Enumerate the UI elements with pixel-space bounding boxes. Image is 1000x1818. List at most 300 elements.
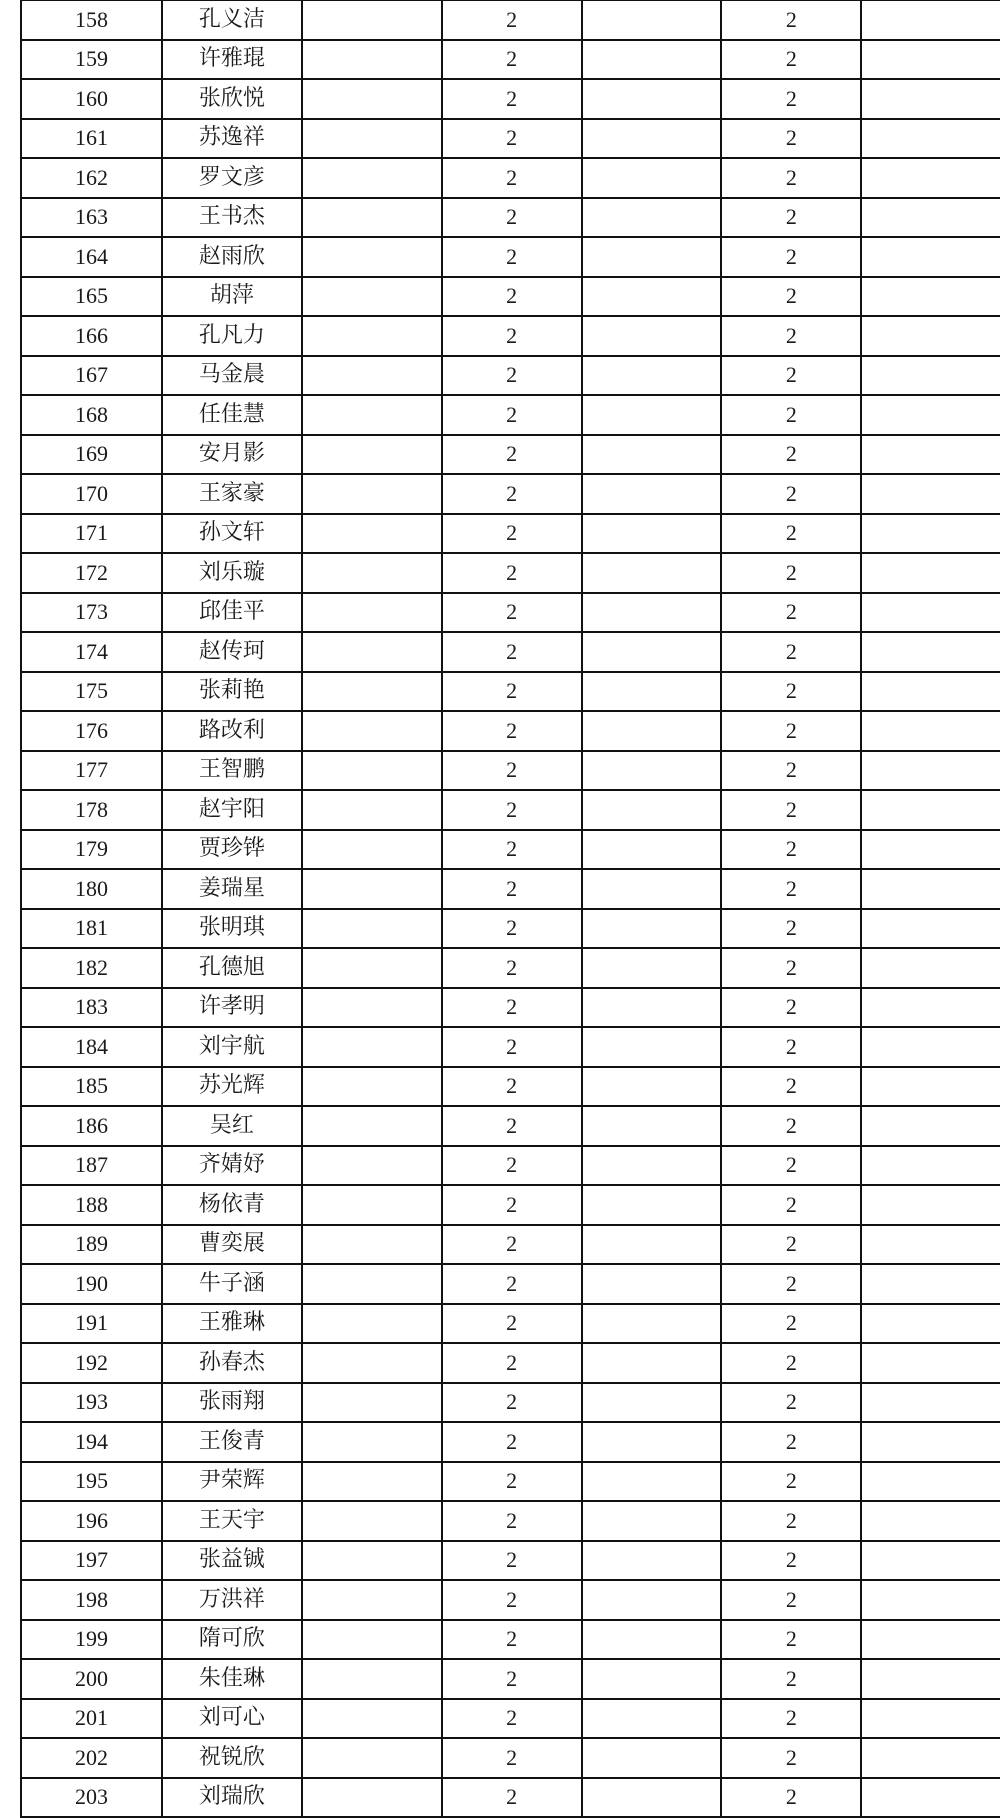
cell-score-b: 2: [721, 711, 861, 751]
table-row: [21, 1620, 1000, 1660]
cell-name: 王智鹏: [162, 751, 302, 791]
cell-empty: [582, 474, 722, 514]
cell-score-a: 2: [442, 632, 582, 672]
cell-empty: [582, 1620, 722, 1660]
cell-number: 165: [21, 277, 162, 317]
cell-score-a: 2: [442, 316, 582, 356]
cell-empty: [861, 948, 1000, 988]
cell-score-b: 2: [721, 632, 861, 672]
cell-empty: [582, 1501, 722, 1541]
cell-number: 181: [21, 909, 162, 949]
table-row: [21, 1699, 1000, 1739]
cell-empty: [582, 1699, 722, 1739]
cell-empty: [861, 672, 1000, 712]
cell-empty: [582, 1778, 722, 1818]
cell-score-a: 2: [442, 40, 582, 80]
cell-score-a: 2: [442, 514, 582, 554]
cell-number: 194: [21, 1422, 162, 1462]
cell-score-b: 2: [721, 1659, 861, 1699]
cell-empty: [302, 198, 442, 238]
cell-empty: [302, 948, 442, 988]
cell-empty: [582, 790, 722, 830]
table-row: [21, 356, 1000, 396]
cell-empty: [861, 553, 1000, 593]
cell-name: 安月影: [162, 435, 302, 475]
cell-score-a: 2: [442, 1383, 582, 1423]
cell-score-a: 2: [442, 1304, 582, 1344]
cell-score-a: 2: [442, 119, 582, 159]
cell-score-b: 2: [721, 1778, 861, 1818]
cell-empty: [582, 909, 722, 949]
cell-score-b: 2: [721, 1, 861, 40]
cell-score-a: 2: [442, 1659, 582, 1699]
cell-name: 赵传珂: [162, 632, 302, 672]
cell-score-b: 2: [721, 1027, 861, 1067]
cell-empty: [302, 40, 442, 80]
cell-empty: [861, 632, 1000, 672]
cell-score-b: 2: [721, 1383, 861, 1423]
cell-empty: [582, 632, 722, 672]
table-row: [21, 514, 1000, 554]
cell-empty: [582, 40, 722, 80]
cell-empty: [302, 237, 442, 277]
cell-score-b: 2: [721, 119, 861, 159]
cell-name: 朱佳琳: [162, 1659, 302, 1699]
cell-name: 王天宇: [162, 1501, 302, 1541]
cell-score-a: 2: [442, 869, 582, 909]
cell-number: 195: [21, 1462, 162, 1502]
cell-empty: [302, 514, 442, 554]
cell-empty: [582, 1462, 722, 1502]
table-row: [21, 1304, 1000, 1344]
cell-score-a: 2: [442, 1501, 582, 1541]
cell-score-b: 2: [721, 948, 861, 988]
table-row: [21, 1225, 1000, 1265]
cell-name: 罗文彦: [162, 158, 302, 198]
cell-empty: [582, 158, 722, 198]
cell-empty: [582, 988, 722, 1028]
cell-name: 贾珍铧: [162, 830, 302, 870]
cell-empty: [582, 237, 722, 277]
cell-score-b: 2: [721, 751, 861, 791]
table-body: [21, 1, 1000, 1818]
cell-empty: [582, 1, 722, 40]
cell-empty: [582, 277, 722, 317]
cell-empty: [861, 237, 1000, 277]
cell-empty: [302, 1659, 442, 1699]
table-row: [21, 988, 1000, 1028]
table-row: [21, 277, 1000, 317]
cell-name: 张欣悦: [162, 79, 302, 119]
cell-empty: [861, 1659, 1000, 1699]
cell-number: 163: [21, 198, 162, 238]
cell-empty: [302, 632, 442, 672]
cell-name: 王雅琳: [162, 1304, 302, 1344]
cell-empty: [302, 1225, 442, 1265]
cell-empty: [582, 1146, 722, 1186]
cell-empty: [582, 1185, 722, 1225]
cell-empty: [302, 1501, 442, 1541]
cell-empty: [861, 1501, 1000, 1541]
cell-empty: [582, 869, 722, 909]
cell-score-a: 2: [442, 198, 582, 238]
cell-empty: [861, 1146, 1000, 1186]
cell-name: 苏逸祥: [162, 119, 302, 159]
cell-empty: [861, 1067, 1000, 1107]
table-row: [21, 1106, 1000, 1146]
cell-empty: [302, 356, 442, 396]
cell-score-b: 2: [721, 1462, 861, 1502]
cell-number: 187: [21, 1146, 162, 1186]
cell-empty: [302, 1462, 442, 1502]
cell-empty: [861, 1462, 1000, 1502]
cell-empty: [861, 593, 1000, 633]
score-table: [20, 0, 1000, 1818]
cell-name: 路改利: [162, 711, 302, 751]
cell-score-b: 2: [721, 1264, 861, 1304]
cell-name: 隋可欣: [162, 1620, 302, 1660]
cell-empty: [582, 1580, 722, 1620]
cell-empty: [582, 1304, 722, 1344]
cell-score-a: 2: [442, 1185, 582, 1225]
cell-empty: [861, 1, 1000, 40]
cell-empty: [861, 988, 1000, 1028]
table-row: [21, 1541, 1000, 1581]
cell-score-a: 2: [442, 593, 582, 633]
cell-name: 杨依青: [162, 1185, 302, 1225]
cell-empty: [302, 1343, 442, 1383]
cell-empty: [861, 356, 1000, 396]
cell-empty: [582, 395, 722, 435]
cell-name: 刘瑞欣: [162, 1778, 302, 1818]
cell-number: 183: [21, 988, 162, 1028]
cell-score-b: 2: [721, 1501, 861, 1541]
table-row: [21, 1422, 1000, 1462]
cell-name: 尹荣辉: [162, 1462, 302, 1502]
cell-name: 祝锐欣: [162, 1738, 302, 1778]
cell-empty: [861, 474, 1000, 514]
table-row: [21, 1738, 1000, 1778]
cell-empty: [302, 988, 442, 1028]
cell-number: 190: [21, 1264, 162, 1304]
cell-empty: [582, 1343, 722, 1383]
cell-empty: [861, 79, 1000, 119]
table-row: [21, 40, 1000, 80]
cell-name: 马金晨: [162, 356, 302, 396]
cell-empty: [582, 1738, 722, 1778]
cell-empty: [582, 316, 722, 356]
cell-name: 孙文轩: [162, 514, 302, 554]
cell-empty: [861, 1738, 1000, 1778]
cell-name: 胡萍: [162, 277, 302, 317]
cell-number: 175: [21, 672, 162, 712]
table-row: [21, 1067, 1000, 1107]
cell-score-a: 2: [442, 158, 582, 198]
cell-number: 169: [21, 435, 162, 475]
table-row: [21, 1659, 1000, 1699]
cell-empty: [582, 1264, 722, 1304]
cell-name: 孔德旭: [162, 948, 302, 988]
cell-empty: [861, 1027, 1000, 1067]
cell-empty: [582, 1383, 722, 1423]
cell-number: 202: [21, 1738, 162, 1778]
cell-score-b: 2: [721, 909, 861, 949]
cell-score-b: 2: [721, 316, 861, 356]
cell-empty: [302, 1264, 442, 1304]
cell-score-b: 2: [721, 40, 861, 80]
cell-score-b: 2: [721, 1185, 861, 1225]
cell-empty: [861, 277, 1000, 317]
cell-score-a: 2: [442, 356, 582, 396]
cell-empty: [861, 790, 1000, 830]
cell-number: 203: [21, 1778, 162, 1818]
cell-score-a: 2: [442, 790, 582, 830]
cell-score-a: 2: [442, 751, 582, 791]
cell-score-a: 2: [442, 1264, 582, 1304]
cell-empty: [861, 751, 1000, 791]
table-row: [21, 158, 1000, 198]
table-row: [21, 1501, 1000, 1541]
cell-empty: [861, 514, 1000, 554]
cell-score-b: 2: [721, 672, 861, 712]
cell-score-b: 2: [721, 158, 861, 198]
table-row: [21, 751, 1000, 791]
cell-empty: [582, 514, 722, 554]
cell-empty: [861, 119, 1000, 159]
cell-empty: [302, 909, 442, 949]
table-row: [21, 632, 1000, 672]
cell-score-b: 2: [721, 830, 861, 870]
cell-name: 刘可心: [162, 1699, 302, 1739]
table-row: [21, 237, 1000, 277]
cell-empty: [582, 1067, 722, 1107]
cell-score-b: 2: [721, 435, 861, 475]
table-row: [21, 711, 1000, 751]
table-row: [21, 790, 1000, 830]
cell-empty: [861, 316, 1000, 356]
cell-empty: [861, 1264, 1000, 1304]
cell-empty: [861, 1343, 1000, 1383]
cell-score-a: 2: [442, 672, 582, 712]
cell-score-a: 2: [442, 474, 582, 514]
cell-empty: [302, 1106, 442, 1146]
cell-empty: [302, 395, 442, 435]
cell-empty: [861, 1422, 1000, 1462]
cell-number: 164: [21, 237, 162, 277]
table-row: [21, 1343, 1000, 1383]
cell-name: 赵雨欣: [162, 237, 302, 277]
table-row: [21, 869, 1000, 909]
cell-empty: [582, 1106, 722, 1146]
cell-number: 184: [21, 1027, 162, 1067]
table-row: [21, 1778, 1000, 1818]
cell-score-b: 2: [721, 1343, 861, 1383]
cell-score-a: 2: [442, 1146, 582, 1186]
cell-empty: [861, 1304, 1000, 1344]
cell-name: 孔凡力: [162, 316, 302, 356]
cell-empty: [302, 1580, 442, 1620]
cell-number: 197: [21, 1541, 162, 1581]
cell-empty: [861, 909, 1000, 949]
cell-empty: [861, 1225, 1000, 1265]
cell-score-b: 2: [721, 1620, 861, 1660]
cell-empty: [302, 1185, 442, 1225]
cell-score-a: 2: [442, 277, 582, 317]
cell-empty: [582, 1225, 722, 1265]
cell-number: 188: [21, 1185, 162, 1225]
cell-score-a: 2: [442, 1620, 582, 1660]
table-row: [21, 672, 1000, 712]
cell-score-b: 2: [721, 237, 861, 277]
cell-empty: [302, 593, 442, 633]
cell-number: 174: [21, 632, 162, 672]
cell-empty: [302, 790, 442, 830]
cell-empty: [582, 1027, 722, 1067]
cell-number: 193: [21, 1383, 162, 1423]
cell-empty: [861, 830, 1000, 870]
cell-score-a: 2: [442, 1580, 582, 1620]
cell-score-a: 2: [442, 1106, 582, 1146]
cell-number: 158: [21, 1, 162, 40]
cell-number: 199: [21, 1620, 162, 1660]
cell-number: 180: [21, 869, 162, 909]
table-row: [21, 1462, 1000, 1502]
cell-number: 170: [21, 474, 162, 514]
cell-score-b: 2: [721, 1738, 861, 1778]
cell-empty: [302, 869, 442, 909]
cell-score-a: 2: [442, 1067, 582, 1107]
cell-score-b: 2: [721, 988, 861, 1028]
cell-name: 张明琪: [162, 909, 302, 949]
table-row: [21, 1383, 1000, 1423]
cell-score-a: 2: [442, 1, 582, 40]
cell-number: 192: [21, 1343, 162, 1383]
table-row: [21, 909, 1000, 949]
cell-name: 齐婧妤: [162, 1146, 302, 1186]
cell-score-b: 2: [721, 514, 861, 554]
cell-score-a: 2: [442, 1225, 582, 1265]
cell-number: 182: [21, 948, 162, 988]
cell-score-a: 2: [442, 988, 582, 1028]
cell-score-b: 2: [721, 79, 861, 119]
cell-empty: [582, 948, 722, 988]
cell-empty: [302, 1738, 442, 1778]
table-row: [21, 1580, 1000, 1620]
cell-number: 167: [21, 356, 162, 396]
cell-name: 吴红: [162, 1106, 302, 1146]
cell-number: 172: [21, 553, 162, 593]
cell-number: 160: [21, 79, 162, 119]
cell-empty: [582, 593, 722, 633]
cell-empty: [302, 1699, 442, 1739]
cell-name: 万洪祥: [162, 1580, 302, 1620]
cell-empty: [302, 474, 442, 514]
cell-empty: [302, 1067, 442, 1107]
cell-empty: [302, 1422, 442, 1462]
cell-empty: [302, 1620, 442, 1660]
cell-name: 王书杰: [162, 198, 302, 238]
table-row: [21, 198, 1000, 238]
cell-score-b: 2: [721, 869, 861, 909]
cell-number: 161: [21, 119, 162, 159]
cell-name: 牛子涵: [162, 1264, 302, 1304]
cell-empty: [302, 1146, 442, 1186]
cell-name: 刘乐璇: [162, 553, 302, 593]
cell-empty: [582, 1659, 722, 1699]
cell-name: 孔义洁: [162, 1, 302, 40]
cell-empty: [582, 1541, 722, 1581]
cell-score-a: 2: [442, 395, 582, 435]
cell-number: 173: [21, 593, 162, 633]
cell-score-b: 2: [721, 1225, 861, 1265]
cell-empty: [302, 435, 442, 475]
cell-number: 186: [21, 1106, 162, 1146]
cell-number: 177: [21, 751, 162, 791]
cell-name: 许孝明: [162, 988, 302, 1028]
cell-number: 162: [21, 158, 162, 198]
table-row: [21, 474, 1000, 514]
cell-score-a: 2: [442, 1699, 582, 1739]
cell-empty: [302, 158, 442, 198]
table-row: [21, 948, 1000, 988]
cell-score-b: 2: [721, 1541, 861, 1581]
cell-score-a: 2: [442, 1027, 582, 1067]
cell-name: 张雨翔: [162, 1383, 302, 1423]
cell-empty: [302, 553, 442, 593]
cell-score-b: 2: [721, 1699, 861, 1739]
cell-empty: [861, 435, 1000, 475]
cell-name: 邱佳平: [162, 593, 302, 633]
cell-empty: [861, 1620, 1000, 1660]
cell-empty: [302, 711, 442, 751]
cell-score-a: 2: [442, 711, 582, 751]
cell-score-b: 2: [721, 1067, 861, 1107]
cell-empty: [582, 672, 722, 712]
cell-score-a: 2: [442, 553, 582, 593]
cell-name: 孙春杰: [162, 1343, 302, 1383]
cell-score-b: 2: [721, 1146, 861, 1186]
cell-number: 185: [21, 1067, 162, 1107]
cell-score-a: 2: [442, 1422, 582, 1462]
cell-score-a: 2: [442, 1778, 582, 1818]
table-row: [21, 435, 1000, 475]
cell-empty: [861, 40, 1000, 80]
cell-name: 任佳慧: [162, 395, 302, 435]
cell-number: 159: [21, 40, 162, 80]
cell-number: 191: [21, 1304, 162, 1344]
cell-empty: [302, 751, 442, 791]
cell-empty: [302, 1, 442, 40]
cell-empty: [861, 869, 1000, 909]
cell-empty: [582, 751, 722, 791]
cell-empty: [861, 1383, 1000, 1423]
cell-number: 196: [21, 1501, 162, 1541]
cell-empty: [302, 277, 442, 317]
cell-score-b: 2: [721, 395, 861, 435]
cell-empty: [861, 158, 1000, 198]
cell-empty: [861, 198, 1000, 238]
cell-score-b: 2: [721, 1580, 861, 1620]
table-row: [21, 593, 1000, 633]
cell-score-b: 2: [721, 790, 861, 830]
table-row: [21, 316, 1000, 356]
cell-name: 许雅琨: [162, 40, 302, 80]
cell-score-a: 2: [442, 1343, 582, 1383]
cell-number: 198: [21, 1580, 162, 1620]
cell-empty: [582, 1422, 722, 1462]
cell-number: 168: [21, 395, 162, 435]
cell-number: 200: [21, 1659, 162, 1699]
